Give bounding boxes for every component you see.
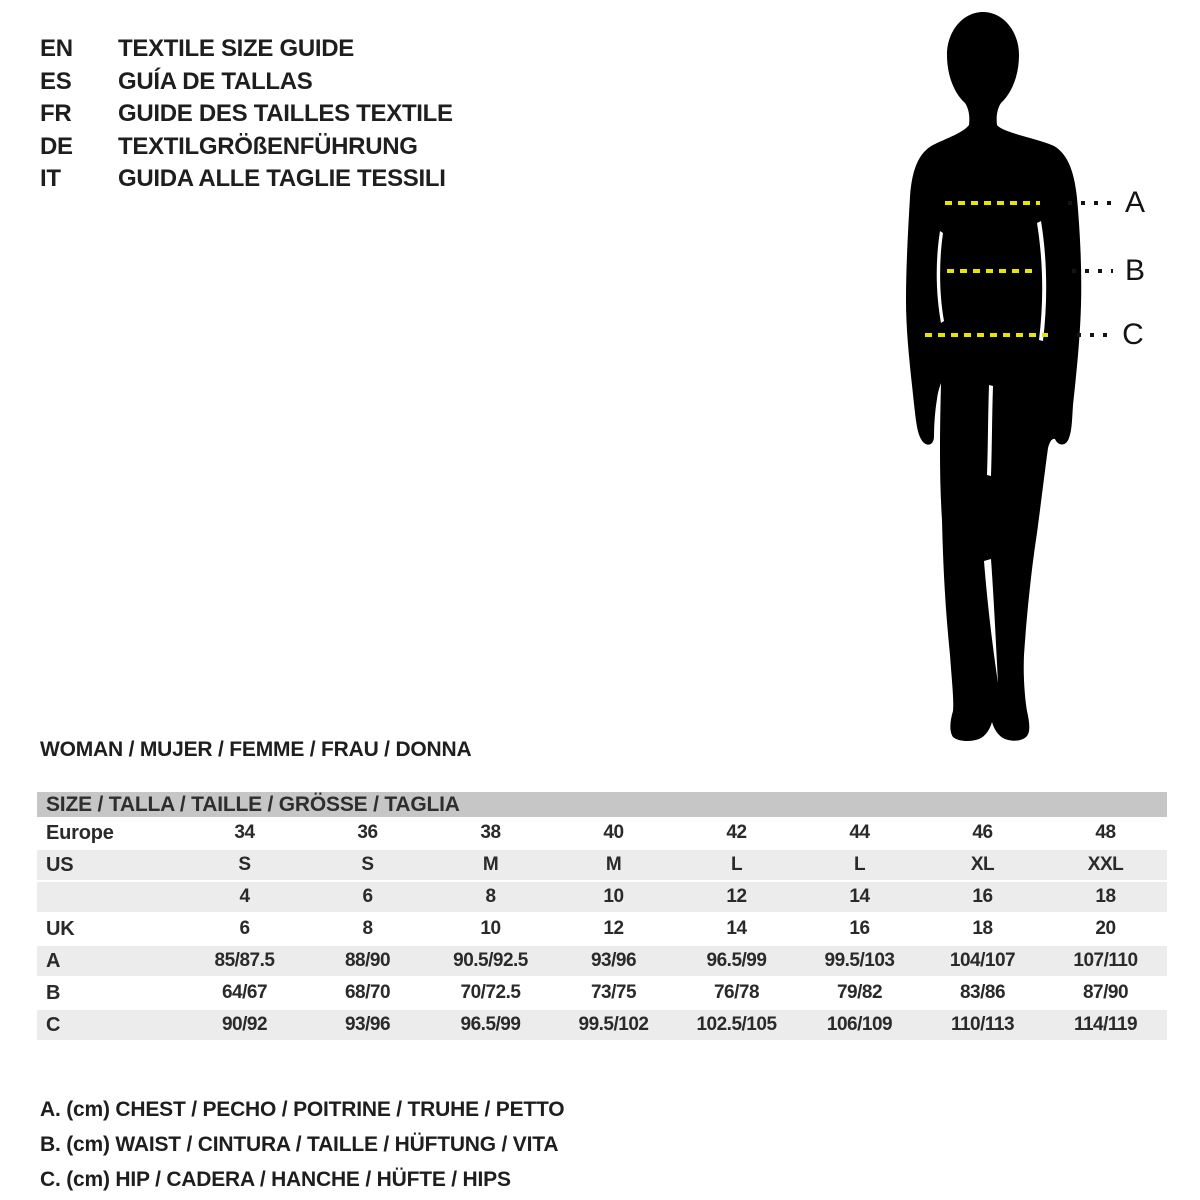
size-cell: 70/72.5 [429,977,552,1009]
row-label: UK [37,913,183,945]
size-cell: 38 [429,818,552,849]
row-label: C [37,1009,183,1041]
size-cell: 102.5/105 [675,1009,798,1041]
size-cell: 79/82 [798,977,921,1009]
size-cell: 8 [429,881,552,913]
size-cell: 104/107 [921,945,1044,977]
size-cell: 68/70 [306,977,429,1009]
size-cell: S [306,849,429,881]
size-cell: L [798,849,921,881]
row-label: B [37,977,183,1009]
size-cell: 16 [921,881,1044,913]
language-title: TEXTILGRÖßENFÜHRUNG [118,132,418,160]
language-code: EN [40,35,73,62]
table-row [37,881,1167,913]
size-cell: 93/96 [306,1009,429,1041]
size-cell: 12 [675,881,798,913]
size-cell: 90.5/92.5 [429,945,552,977]
size-cell: 14 [798,881,921,913]
size-cell: 18 [1044,881,1167,913]
size-cell: 6 [306,881,429,913]
size-cell: 12 [552,913,675,945]
size-cell: 96.5/99 [429,1009,552,1041]
marker-label-waist: B [1124,254,1145,287]
marker-label-hip: C [1122,318,1144,351]
language-title: GUÍA DE TALLAS [118,67,313,95]
language-row-it [40,163,453,196]
language-list [40,33,453,196]
legend-line: B. (cm) WAIST / CINTURA / TAILLE / HÜFTUNG / VITA [40,1133,559,1156]
table-row [37,945,1167,977]
section-title: WOMAN / MUJER / FEMME / FRAU / DONNA [40,738,472,761]
size-cell: 99.5/102 [552,1009,675,1041]
size-cell: 88/90 [306,945,429,977]
size-cell: M [552,849,675,881]
table-row [37,913,1167,945]
table-row [37,977,1167,1009]
marker-label-chest: A [1124,186,1145,219]
row-label: US [37,849,183,881]
table-row [37,818,1167,849]
row-label: Europe [37,818,183,849]
size-cell: M [429,849,552,881]
size-cell: 73/75 [552,977,675,1009]
size-cell: 96.5/99 [675,945,798,977]
size-cell: XL [921,849,1044,881]
size-cell: L [675,849,798,881]
language-row-es [40,66,453,99]
size-cell: 87/90 [1044,977,1167,1009]
language-code: FR [40,100,72,127]
size-cell: 48 [1044,818,1167,849]
language-code: IT [40,165,61,192]
language-title: TEXTILE SIZE GUIDE [118,35,354,62]
size-cell: 85/87.5 [183,945,306,977]
size-cell: 16 [798,913,921,945]
woman-silhouette-figure [880,5,1160,745]
size-cell: 4 [183,881,306,913]
size-cell: 106/109 [798,1009,921,1041]
size-cell: 114/119 [1044,1009,1167,1041]
row-label [37,881,183,913]
legend-line: A. (cm) CHEST / PECHO / POITRINE / TRUHE / PETTO [40,1098,565,1121]
size-cell: 110/113 [921,1009,1044,1041]
size-cell: 10 [552,881,675,913]
size-cell: 8 [306,913,429,945]
size-cell: 99.5/103 [798,945,921,977]
size-cell: 42 [675,818,798,849]
size-cell: S [183,849,306,881]
size-cell: 44 [798,818,921,849]
size-cell: 34 [183,818,306,849]
size-cell: 36 [306,818,429,849]
legend [40,1092,564,1197]
size-cell: XXL [1044,849,1167,881]
size-table-header: SIZE / TALLA / TAILLE / GRÖSSE / TAGLIA [37,792,1167,817]
language-code: DE [40,132,73,160]
size-cell: 14 [675,913,798,945]
size-cell: 90/92 [183,1009,306,1041]
size-cell: 64/67 [183,977,306,1009]
language-code: ES [40,67,72,95]
size-cell: 18 [921,913,1044,945]
size-table-grid [37,818,1167,1042]
size-cell: 20 [1044,913,1167,945]
size-cell: 40 [552,818,675,849]
language-title: GUIDA ALLE TAGLIE TESSILI [118,165,446,192]
language-row-fr [40,98,453,131]
language-row-en [40,33,453,66]
size-cell: 10 [429,913,552,945]
language-title: GUIDE DES TAILLES TEXTILE [118,100,453,127]
size-table-body [37,818,1167,1041]
size-cell: 46 [921,818,1044,849]
row-label: A [37,945,183,977]
size-cell: 6 [183,913,306,945]
table-row [37,1009,1167,1041]
size-cell: 93/96 [552,945,675,977]
size-cell: 83/86 [921,977,1044,1009]
legend-line: C. (cm) HIP / CADERA / HANCHE / HÜFTE / HIPS [40,1168,511,1191]
size-table [37,792,1167,1042]
language-row-de [40,131,453,164]
table-row [37,849,1167,881]
size-cell: 107/110 [1044,945,1167,977]
size-cell: 76/78 [675,977,798,1009]
